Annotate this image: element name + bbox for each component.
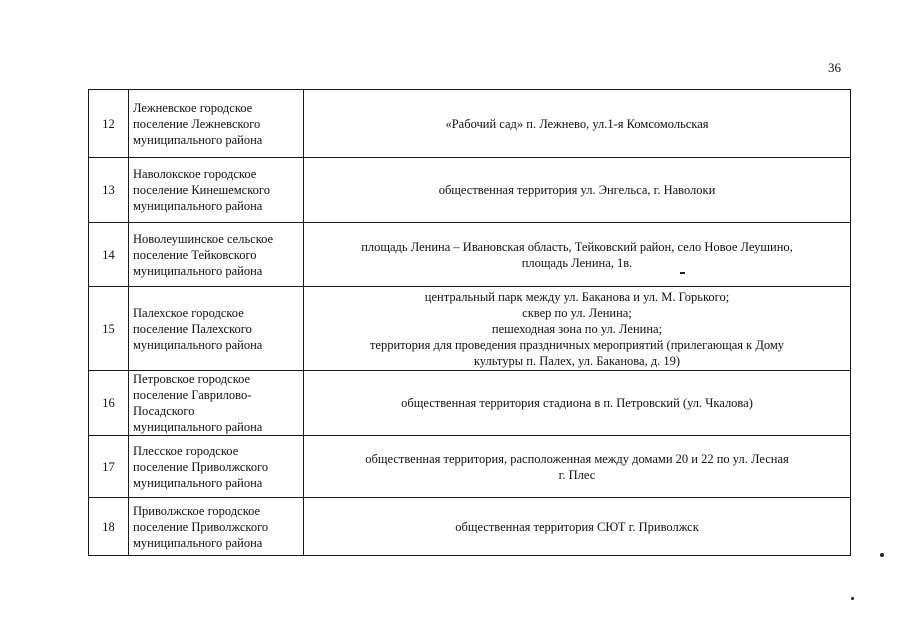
settlement-line: Приволжское городское — [133, 503, 261, 518]
settlement-line: поселение Тейковского — [133, 247, 257, 262]
settlement-cell — [129, 223, 304, 287]
table-row — [89, 498, 851, 556]
settlement-line: Лежневское городское — [133, 100, 253, 115]
table-row — [89, 90, 851, 158]
settlement-line: Посадского — [133, 404, 195, 418]
settlement-line: муниципального района — [133, 420, 263, 434]
row-number: 16 — [89, 371, 129, 436]
row-number: 18 — [89, 498, 129, 556]
settlement-line: Петровское городское — [133, 372, 251, 386]
scan-speck — [851, 597, 854, 600]
table-body — [89, 90, 851, 556]
row-number: 14 — [89, 223, 129, 287]
settlement-cell — [129, 287, 304, 371]
settlement-cell — [129, 498, 304, 556]
territory-line: общественная территория стадиона в п. Петровский (ул. Чкалова) — [401, 396, 753, 410]
settlement-line: Палехское городское — [133, 305, 244, 320]
row-number: 17 — [89, 436, 129, 498]
row-number: 15 — [89, 287, 129, 371]
settlement-line: муниципального района — [133, 132, 263, 147]
settlement-cell — [129, 436, 304, 498]
table-row — [89, 287, 851, 371]
settlement-line: поселение Приволжского — [133, 519, 269, 534]
settlement-line: муниципального района — [133, 337, 263, 352]
settlement-line: муниципального района — [133, 199, 263, 213]
territory-line: г. Плес — [558, 467, 596, 482]
settlement-line: поселение Приволжского — [133, 459, 269, 474]
settlement-line: муниципального района — [133, 475, 263, 490]
territory-line: сквер по ул. Ленина; — [522, 305, 632, 320]
settlement-line: Наволокское городское — [133, 167, 257, 181]
settlement-cell — [129, 371, 304, 436]
territory-cell — [304, 90, 851, 158]
territory-cell — [304, 498, 851, 556]
scan-speck — [680, 272, 685, 274]
settlement-line: Новолеушинское сельское — [133, 231, 274, 246]
territory-line: площадь Ленина, 1в. — [521, 255, 633, 270]
settlement-cell — [129, 158, 304, 223]
territory-cell — [304, 371, 851, 436]
territory-line: территория для проведения праздничных мероприятий (прилегающая к Дому — [369, 337, 785, 352]
territory-line: центральный парк между ул. Баканова и ул. М. Горького; — [424, 289, 730, 304]
row-number: 13 — [89, 158, 129, 223]
territory-line: общественная территория ул. Энгельса, г. Наволоки — [438, 183, 716, 197]
territory-cell — [304, 158, 851, 223]
territory-line: пешеходная зона по ул. Ленина; — [491, 321, 663, 336]
territory-line: культуры п. Палех, ул. Баканова, д. 19) — [473, 353, 681, 368]
table-row — [89, 436, 851, 498]
settlement-line: поселение Палехского — [133, 321, 252, 336]
settlement-line: поселение Гаврилово- — [133, 388, 252, 402]
table-row — [89, 158, 851, 223]
territory-line: общественная территория, расположенная между домами 20 и 22 по ул. Лесная — [365, 451, 789, 466]
settlement-line: Плесское городское — [133, 443, 239, 458]
table-row — [89, 223, 851, 287]
settlement-line: поселение Кинешемского — [133, 183, 270, 197]
territory-cell — [304, 287, 851, 371]
settlement-line: муниципального района — [133, 535, 263, 550]
settlement-line: муниципального района — [133, 263, 263, 278]
territory-cell — [304, 436, 851, 498]
settlement-line: поселение Лежневского — [133, 116, 261, 131]
row-number: 12 — [89, 90, 129, 158]
table-row — [89, 371, 851, 436]
page-number: 36 — [828, 60, 841, 75]
scan-speck — [880, 553, 884, 557]
territory-line: «Рабочий сад» п. Лежнево, ул.1-я Комсомольская — [445, 116, 709, 131]
territory-cell — [304, 223, 851, 287]
territory-line: площадь Ленина – Ивановская область, Тейковский район, село Новое Леушино, — [361, 239, 793, 254]
territory-line: общественная территория СЮТ г. Приволжск — [455, 519, 699, 534]
territories-table — [88, 89, 851, 556]
settlement-cell — [129, 90, 304, 158]
